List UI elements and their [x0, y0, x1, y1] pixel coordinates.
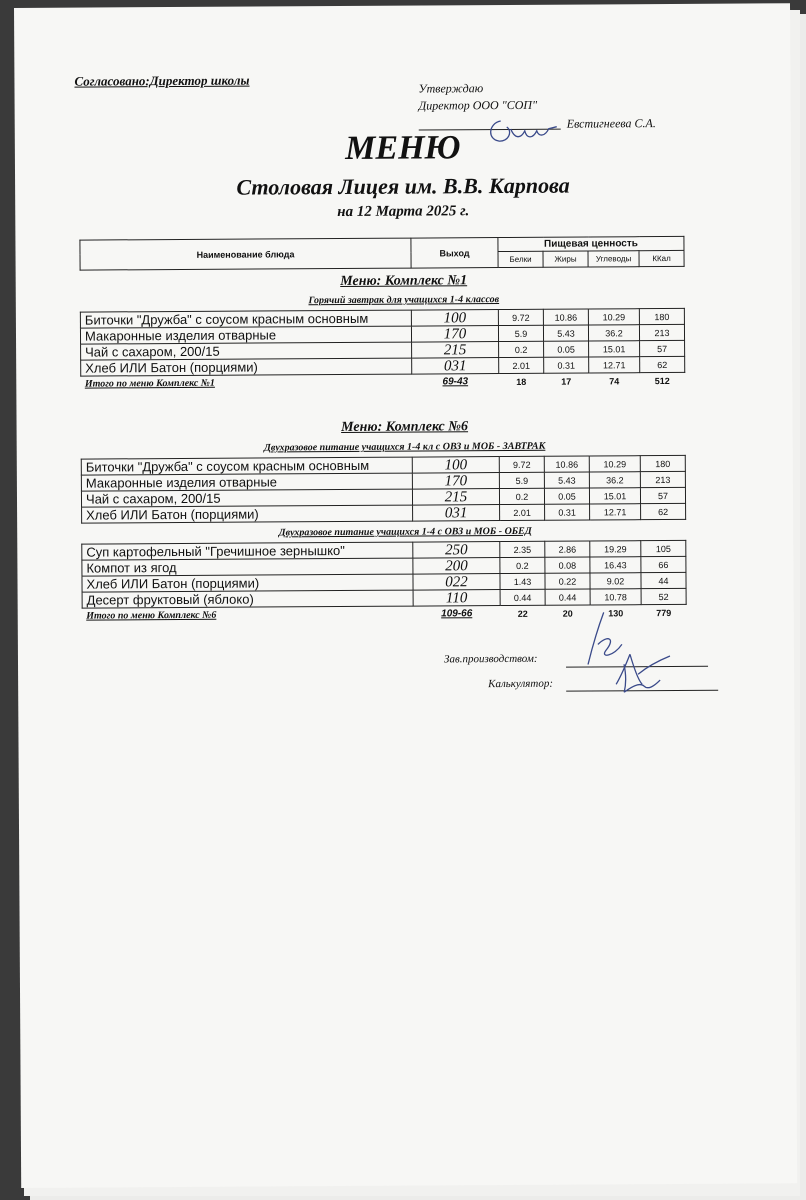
dish-name: Хлеб ИЛИ Батон (порциями) — [81, 358, 412, 376]
header-protein: Белки — [498, 251, 543, 267]
header-carbs: Углеводы — [588, 251, 639, 267]
total-fat: 17 — [561, 376, 572, 387]
total-label: Итого по меню Комплекс №6 — [86, 609, 217, 622]
dish-kcal: 62 — [640, 356, 685, 372]
dish-kcal: 213 — [639, 324, 684, 340]
dish-name: Хлеб ИЛИ Батон (порциями) — [82, 574, 413, 592]
dish-carbs: 12.71 — [589, 357, 640, 373]
dish-fat: 0.05 — [544, 341, 589, 357]
dish-protein: 9.72 — [499, 456, 544, 472]
dish-carbs: 9.02 — [590, 573, 641, 589]
approve-label: Утверждаю — [418, 81, 484, 96]
dish-protein: 0.2 — [499, 488, 544, 504]
complex1-title: Меню: Комплекс №1 — [340, 273, 468, 290]
dish-name: Хлеб ИЛИ Батон (порциями) — [82, 505, 413, 523]
dish-name: Компот из ягод — [82, 558, 413, 576]
dish-fat: 10.86 — [543, 309, 588, 325]
dish-name: Макаронные изделия отварные — [80, 326, 411, 344]
dish-output: 031 — [412, 358, 499, 375]
dish-fat: 0.22 — [545, 573, 590, 589]
total-fat: 20 — [562, 608, 573, 619]
total-protein: 18 — [516, 376, 527, 387]
dish-output: 022 — [413, 574, 500, 591]
dish-fat: 2.86 — [545, 541, 590, 557]
dish-fat: 0.44 — [545, 589, 590, 605]
canteen-name: Столовая Лицея им. В.В. Карпова — [236, 172, 570, 200]
dish-carbs: 15.01 — [589, 488, 640, 504]
total-kcal: 779 — [656, 607, 672, 618]
dish-protein: 1.43 — [500, 573, 545, 589]
dish-carbs: 36.2 — [588, 325, 639, 341]
dish-fat: 10.86 — [544, 456, 589, 472]
calculator-label: Калькулятор: — [488, 677, 554, 691]
dish-name: Биточки "Дружба" с соусом красным основным — [81, 457, 412, 475]
dish-carbs: 10.29 — [589, 456, 640, 472]
dish-carbs: 10.29 — [588, 309, 639, 325]
dish-output: 031 — [413, 505, 500, 522]
dish-protein: 5.9 — [499, 472, 544, 488]
dish-output: 110 — [413, 590, 500, 607]
dish-kcal: 57 — [640, 340, 685, 356]
dish-name: Чай с сахаром, 200/15 — [81, 489, 412, 507]
dish-carbs: 10.78 — [590, 589, 641, 605]
menu-title: МЕНЮ — [345, 129, 461, 167]
dish-carbs: 15.01 — [589, 341, 640, 357]
total-output: 69-43 — [442, 375, 469, 387]
complex6-section-breakfast: Двухразовое питание учащихся 1-4 кл с ОВЗ и МОБ - ЗАВТРАК — [263, 440, 546, 454]
dish-output: 215 — [412, 489, 499, 506]
dish-carbs: 36.2 — [589, 472, 640, 488]
dish-output: 200 — [413, 558, 500, 575]
dish-fat: 5.43 — [543, 325, 588, 341]
dish-name: Десерт фруктовый (яблоко) — [82, 590, 413, 608]
total-row — [81, 372, 685, 391]
calculator-signature — [614, 656, 674, 696]
approve-director: Директор ООО "СОП" — [418, 97, 538, 113]
header-nutrition: Пищевая ценность — [498, 236, 684, 251]
agreed-label: Согласовано:Директор школы — [74, 72, 250, 89]
complex6-breakfast-table — [81, 455, 686, 524]
menu-sheet — [14, 3, 797, 1188]
dish-kcal: 66 — [641, 556, 686, 572]
dish-kcal: 180 — [639, 308, 684, 324]
production-manager-label: Зав.производством: — [443, 652, 538, 666]
total-output: 109-66 — [441, 607, 473, 619]
table-header — [79, 236, 684, 271]
header-output: Выход — [411, 238, 498, 269]
header-fat: Жиры — [543, 251, 588, 267]
dish-carbs: 12.71 — [590, 504, 641, 520]
dish-name: Чай с сахаром, 200/15 — [81, 342, 412, 360]
dish-kcal: 213 — [640, 471, 685, 487]
dish-fat: 5.43 — [544, 472, 589, 488]
dish-kcal: 44 — [641, 572, 686, 588]
total-kcal: 512 — [654, 375, 670, 386]
table-row — [82, 503, 686, 523]
dish-output: 100 — [412, 457, 499, 474]
dish-carbs: 16.43 — [590, 557, 641, 573]
dish-kcal: 57 — [640, 487, 685, 503]
total-label: Итого по меню Комплекс №1 — [84, 377, 215, 390]
complex1-section: Горячий завтрак для учащихся 1-4 классов — [308, 294, 500, 307]
dish-output: 170 — [412, 473, 499, 490]
dish-name: Макаронные изделия отварные — [81, 473, 412, 491]
complex6-section-lunch: Двухразовое питание учащихся 1-4 с ОВЗ и МОБ - ОБЕД — [278, 525, 532, 539]
dish-fat: 0.08 — [545, 557, 590, 573]
dish-kcal: 105 — [641, 540, 686, 556]
dish-output: 250 — [413, 542, 500, 559]
dish-output: 170 — [411, 326, 498, 343]
dish-protein: 5.9 — [498, 325, 543, 341]
total-carbs: 130 — [608, 607, 624, 618]
header-dish-name: Наименование блюда — [80, 238, 411, 270]
dish-protein: 2.35 — [500, 541, 545, 557]
dish-output: 100 — [411, 310, 498, 327]
dish-kcal: 62 — [641, 503, 686, 519]
dish-fat: 0.05 — [544, 488, 589, 504]
dish-output: 215 — [412, 342, 499, 359]
menu-date: на 12 Марта 2025 г. — [337, 203, 470, 221]
dish-kcal: 52 — [641, 588, 686, 604]
dish-fat: 0.31 — [544, 357, 589, 373]
dish-protein: 0.44 — [500, 589, 545, 605]
dish-protein: 0.2 — [500, 557, 545, 573]
dish-carbs: 19.29 — [590, 541, 641, 557]
header-kcal: ККал — [639, 250, 684, 266]
total-protein: 22 — [517, 608, 528, 619]
dish-protein: 2.01 — [499, 357, 544, 373]
complex6-title: Меню: Комплекс №6 — [341, 419, 469, 436]
complex1-table — [80, 308, 685, 392]
dish-protein: 2.01 — [500, 504, 545, 520]
dish-kcal: 180 — [640, 455, 685, 471]
dish-protein: 0.2 — [499, 341, 544, 357]
dish-name: Суп картофельный "Гречишное зернышко" — [82, 542, 413, 560]
dish-fat: 0.31 — [545, 504, 590, 520]
total-carbs: 74 — [609, 375, 620, 386]
dish-protein: 9.72 — [498, 309, 543, 325]
approver-name: Евстигнеева С.А. — [566, 116, 656, 131]
dish-name: Биточки "Дружба" с соусом красным основным — [80, 310, 411, 328]
